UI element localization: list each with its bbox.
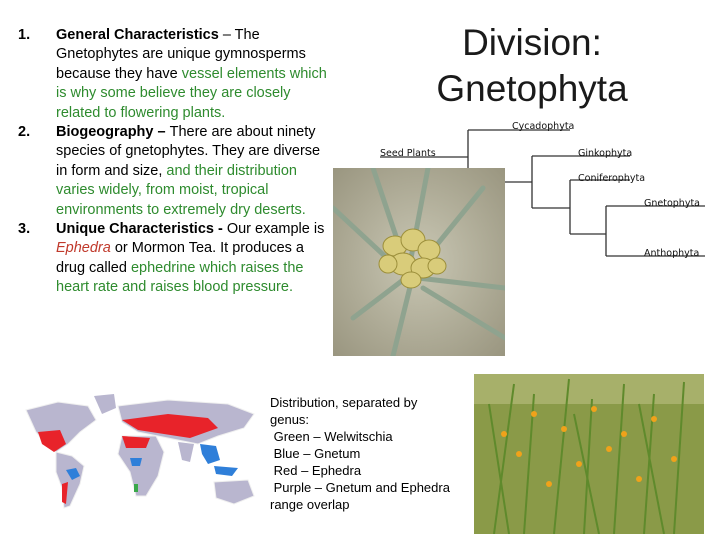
item-heading: General Characteristics — [56, 27, 219, 43]
item-separator: – — [218, 27, 235, 43]
characteristics-list — [18, 26, 330, 298]
item-text: There are about ninety species of gnetophytes. They are diverse in form and size, — [56, 124, 321, 179]
tree-label-ginkophyta: Ginkophyta — [578, 148, 633, 159]
tree-label-anthophyta: Anthophyta — [644, 248, 700, 259]
item-text: Our example is — [226, 221, 325, 238]
slide-title — [412, 20, 652, 112]
title-line-2: Gnetophyta — [436, 68, 628, 109]
tree-label-coniferophyta: Coniferophyta — [578, 173, 646, 184]
item-text: The Gnetophytes are unique gymnosperms because they have — [56, 27, 306, 82]
legend-line: Distribution, separated by — [270, 395, 418, 410]
item-text-highlight: ephedrine which raises the heart rate and raises blood pressure. — [56, 259, 304, 296]
list-item — [18, 123, 330, 220]
distribution-map — [18, 392, 266, 518]
item-text: or Mormon Tea. It produces a drug called — [56, 240, 304, 276]
item-number: 3. — [18, 221, 31, 238]
list-item — [18, 26, 330, 123]
ephedra-shrub-photo — [474, 374, 704, 534]
list-item — [18, 220, 330, 298]
item-number: 1. — [18, 27, 31, 43]
legend-line: range overlap — [270, 497, 350, 512]
item-text-species: Ephedra — [56, 240, 111, 257]
title-line-1: Division: — [462, 22, 602, 63]
legend-line: Green – Welwitschia — [270, 429, 393, 444]
legend-line: Purple – Gnetum and Ephedra — [270, 480, 450, 495]
item-heading: Unique Characteristics - — [56, 221, 227, 238]
tree-label-cycadophyta: Cycadophyta — [512, 121, 575, 132]
legend-line: genus: — [270, 412, 310, 427]
distribution-legend — [270, 394, 470, 513]
item-number: 2. — [18, 124, 31, 141]
tree-label-gnetophyta: Gnetophyta — [644, 198, 700, 209]
ephedra-cones-photo — [333, 168, 505, 356]
item-text-highlight: vessel elements which is why some believe they are closely related to flowering plants. — [56, 65, 327, 121]
tree-label-root: Seed Plants — [380, 148, 436, 159]
legend-line: Blue – Gnetum — [270, 446, 361, 461]
legend-line: Red – Ephedra — [270, 463, 362, 478]
item-heading: Biogeography – — [56, 124, 170, 141]
item-text-highlight: and their distribution varies widely, from moist, tropical environments to extremely dry deserts. — [56, 162, 306, 218]
